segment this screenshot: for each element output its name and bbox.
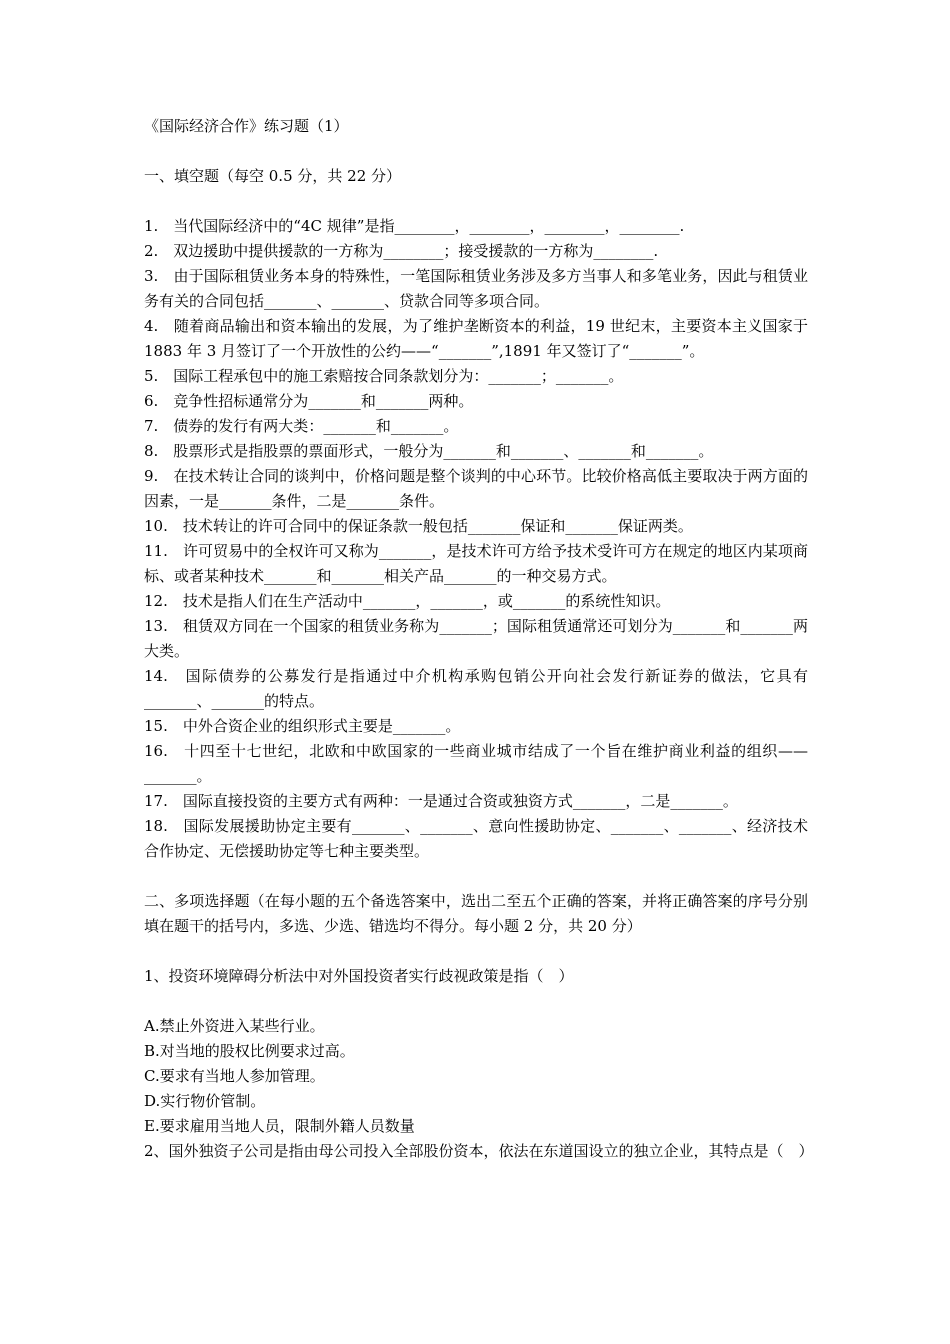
question-16: 16. 十四至十七世纪，北欧和中欧国家的一些商业城市结成了一个旨在维护商业利益的组织——_______。 [144, 742, 808, 785]
question-1: 1. 当代国际经济中的“4C 规律”是指________，________，________，________. [144, 217, 685, 235]
question-7: 7. 债券的发行有两大类：_______和_______。 [144, 417, 459, 435]
section1-heading: 一、填空题（每空 0.5 分，共 22 分） [144, 167, 402, 185]
option-c: C.要求有当地人参加管理。 [144, 1067, 325, 1085]
question-5: 5. 国际工程承包中的施工索赔按合同条款划分为：_______；_______。 [144, 367, 624, 385]
question-10: 10. 技术转让的许可合同中的保证条款一般包括_______保证和_______保证两类。 [144, 517, 693, 535]
option-d: D.实行物价管制。 [144, 1092, 266, 1110]
question-3: 3. 由于国际租赁业务本身的特殊性，一笔国际租赁业务涉及多方当事人和多笔业务，因此与租赁业务有关的合同包括_______、_______、贷款合同等多项合同。 [144, 267, 808, 310]
mc-question-1: 1、投资环境障碍分析法中对外国投资者实行歧视政策是指（ ） [144, 967, 574, 985]
question-9: 9. 在技术转让合同的谈判中，价格问题是整个谈判的中心环节。比较价格高低主要取决于两方面的因素，一是_______条件，二是_______条件。 [144, 467, 808, 510]
question-8: 8. 股票形式是指股票的票面形式，一般分为_______和_______、_______和_______。 [144, 442, 714, 460]
fill-blank-list [144, 214, 808, 864]
mc-question-2: 2、国外独资子公司是指由母公司投入全部股份资本，依法在东道国设立的独立企业，其特点是（ ） [144, 1142, 814, 1160]
section2-heading: 二、多项选择题（在每小题的五个备选答案中，选出二至五个正确的答案，并将正确答案的序号分别填在题干的括号内，多选、少选、错选均不得分。每小题 2 分，共 20 分） [144, 892, 808, 935]
mc-question-1-options [144, 1014, 808, 1139]
question-14: 14. 国际债券的公募发行是指通过中介机构承购包销公开向社会发行新证券的做法，它具有_______、_______的特点。 [144, 667, 808, 710]
page-title: 《国际经济合作》练习题（1） [144, 117, 349, 135]
question-6: 6. 竞争性招标通常分为_______和_______两种。 [144, 392, 474, 410]
question-4: 4. 随着商品输出和资本输出的发展，为了维护垄断资本的利益，19 世纪末，主要资本主义国家于 1883 年 3 月签订了一个开放性的公约——“_______”,1891 年又签订了“_______”。 [144, 317, 808, 360]
question-13: 13. 租赁双方同在一个国家的租赁业务称为_______；国际租赁通常还可划分为_______和_______两大类。 [144, 617, 808, 660]
question-11: 11. 许可贸易中的全权许可又称为_______，是技术许可方给予技术受许可方在规定的地区内某项商标、或者某种技术_______和_______相关产品_______的一种交易方式。 [144, 542, 808, 585]
option-b: B.对当地的股权比例要求过高。 [144, 1042, 355, 1060]
question-17: 17. 国际直接投资的主要方式有两种：一是通过合资或独资方式_______，二是_______。 [144, 792, 738, 810]
question-12: 12. 技术是指人们在生产活动中_______，_______，或_______的系统性知识。 [144, 592, 671, 610]
option-a: A.禁止外资进入某些行业。 [144, 1017, 325, 1035]
option-e: E.要求雇用当地人员，限制外籍人员数量 [144, 1117, 415, 1135]
question-2: 2. 双边援助中提供援款的一方称为________；接受援款的一方称为________. [144, 242, 659, 260]
document-body [144, 114, 814, 1164]
question-15: 15. 中外合资企业的组织形式主要是_______。 [144, 717, 461, 735]
question-18: 18. 国际发展援助协定主要有_______、_______、意向性援助协定、_______、_______、经济技术合作协定、无偿援助协定等七种主要类型。 [144, 817, 808, 860]
